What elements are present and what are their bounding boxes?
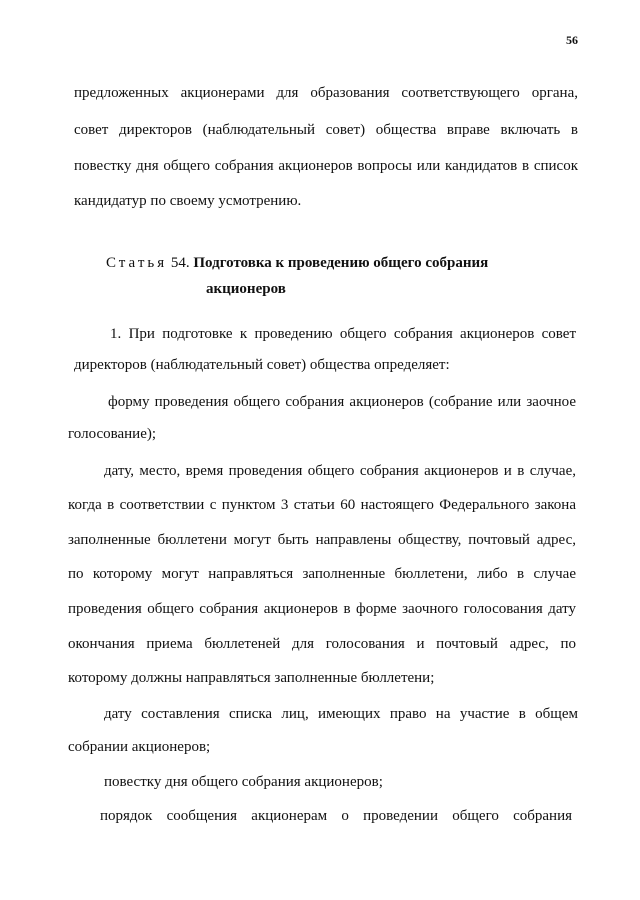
text-line: порядок сообщения акционерам о проведении общего собрания	[100, 808, 572, 824]
text-line: форму проведения общего собрания акционеров (собрание или заочное	[108, 394, 576, 410]
article-title: Подготовка к проведению общего собрания	[193, 255, 489, 271]
article-heading	[106, 254, 488, 272]
text-line: по которому могут направляться заполненные бюллетени, либо в случае	[68, 566, 576, 582]
text-line: когда в соответствии с пунктом 3 статьи 60 настоящего Федерального закона	[68, 497, 576, 513]
page-number: 56	[566, 33, 578, 47]
text-line: дату, место, время проведения общего собрания акционеров и в случае,	[104, 463, 576, 479]
article-number: 54.	[170, 255, 190, 271]
article-label: Статья	[106, 255, 168, 271]
text-line: 1. При подготовке к проведению общего собрания акционеров совет	[110, 326, 576, 342]
text-line: кандидатур по своему усмотрению.	[74, 193, 302, 209]
text-line: голосование);	[68, 426, 157, 442]
text-line: предложенных акционерами для образования соответствующего органа,	[74, 85, 578, 101]
text-line: окончания приема бюллетеней для голосования и почтовый адрес, по	[68, 636, 576, 652]
text-line: повестку дня общего собрания акционеров вопросы или кандидатов в список	[74, 158, 578, 174]
text-line: собрании акционеров;	[68, 739, 211, 755]
text-line: директоров (наблюдательный совет) общества определяет:	[74, 357, 450, 373]
text-line: которому должны направляться заполненные бюллетени;	[68, 670, 435, 686]
text-line: повестку дня общего собрания акционеров;	[104, 774, 383, 790]
text-line: совет директоров (наблюдательный совет) общества вправе включать в	[74, 122, 578, 138]
text-line: заполненные бюллетени могут быть направлены обществу, почтовый адрес,	[68, 532, 576, 548]
text-line: проведения общего собрания акционеров в форме заочного голосования дату	[68, 601, 576, 617]
article-title-continuation: акционеров	[206, 281, 286, 297]
text-line: дату составления списка лиц, имеющих право на участие в общем	[104, 706, 578, 722]
